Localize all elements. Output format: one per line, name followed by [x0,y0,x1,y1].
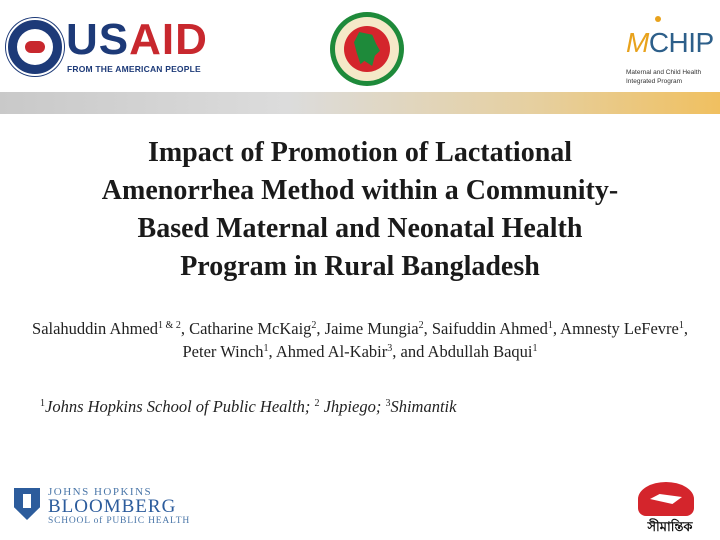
shimantik-boat-icon [638,482,694,516]
author-name: Abdullah Baqui [427,341,533,361]
jhu-logo-line: SCHOOL of PUBLIC HEALTH [48,516,190,526]
author-affiliation-mark: 1 [678,320,684,331]
author-name: Catharine McKaig [189,319,312,338]
bangladesh-government-seal-icon [330,12,404,86]
affiliation-name: Johns Hopkins School of Public Health; [45,397,311,416]
title-line: Impact of Promotion of Lactational [147,137,573,168]
shimantik-logo [630,478,710,538]
mchip-dot-icon [655,16,661,22]
jhu-logo-line: JOHNS HOPKINS [48,486,153,498]
affiliation-mark: 1 [40,398,45,409]
author-name: Jaime Mungia [324,319,419,338]
author-affiliation-mark: 1 [547,320,553,331]
header-logo-bar [0,0,720,100]
mchip-subtitle: Maternal and Child Health Integrated Program [626,69,702,85]
author-affiliation-mark: 2 [418,320,424,331]
header-band [0,92,720,114]
mchip-logo [622,10,720,92]
shimantik-wordmark: সীমান্তিক [647,520,693,535]
usaid-seal-icon [6,18,64,76]
jhu-bloomberg-logo [10,486,190,530]
author-name: Ahmed Al-Kabir [275,341,388,361]
affiliation-mark: 3 [385,398,391,409]
author-affiliation-mark: 1 & 2 [158,320,181,331]
affiliation-name: Shimantik [390,397,457,416]
author-name: Saifuddin Ahmed [431,319,548,338]
author-affiliation-mark: 2 [311,320,317,331]
affiliation-name: Jhpiego; [319,397,382,416]
author-name: Amnesty LeFevre [560,319,679,338]
usaid-logo [0,15,208,78]
title-line: Amenorrhea Method within a Community- [101,175,619,206]
usaid-wordmark: USAID [66,15,208,64]
title-line: Based Maternal and Neonatal Health [137,213,583,244]
slide-title [30,134,690,286]
author-affiliation-mark: 1 [263,342,269,354]
usaid-tagline: FROM THE AMERICAN PEOPLE [67,64,201,74]
jhu-shield-icon [14,488,40,520]
author-list: Salahuddin Ahmed$^{1 \& 2}$, Catharine McKaig$^2$, Jaime Mungia$^2$, Saifuddin Ahmed$^1$, Amnesty LeFevre$^1$, Peter Winch$^1$, Ahmed Al-Kabir$^3$, and Abdullah Baqui$^1$ [32,319,688,361]
author-name: Peter Winch [182,341,264,361]
affiliation-list [40,396,680,418]
author-affiliation-mark: 1 [532,342,538,354]
author-affiliation-mark: 3 [387,342,393,354]
affiliation-mark: 2 [314,398,320,409]
mchip-wordmark: MCHIP [626,27,714,58]
title-line: Program in Rural Bangladesh [180,251,540,282]
author-name: Salahuddin Ahmed [32,319,159,338]
jhu-logo-line: BLOOMBERG [48,496,177,517]
